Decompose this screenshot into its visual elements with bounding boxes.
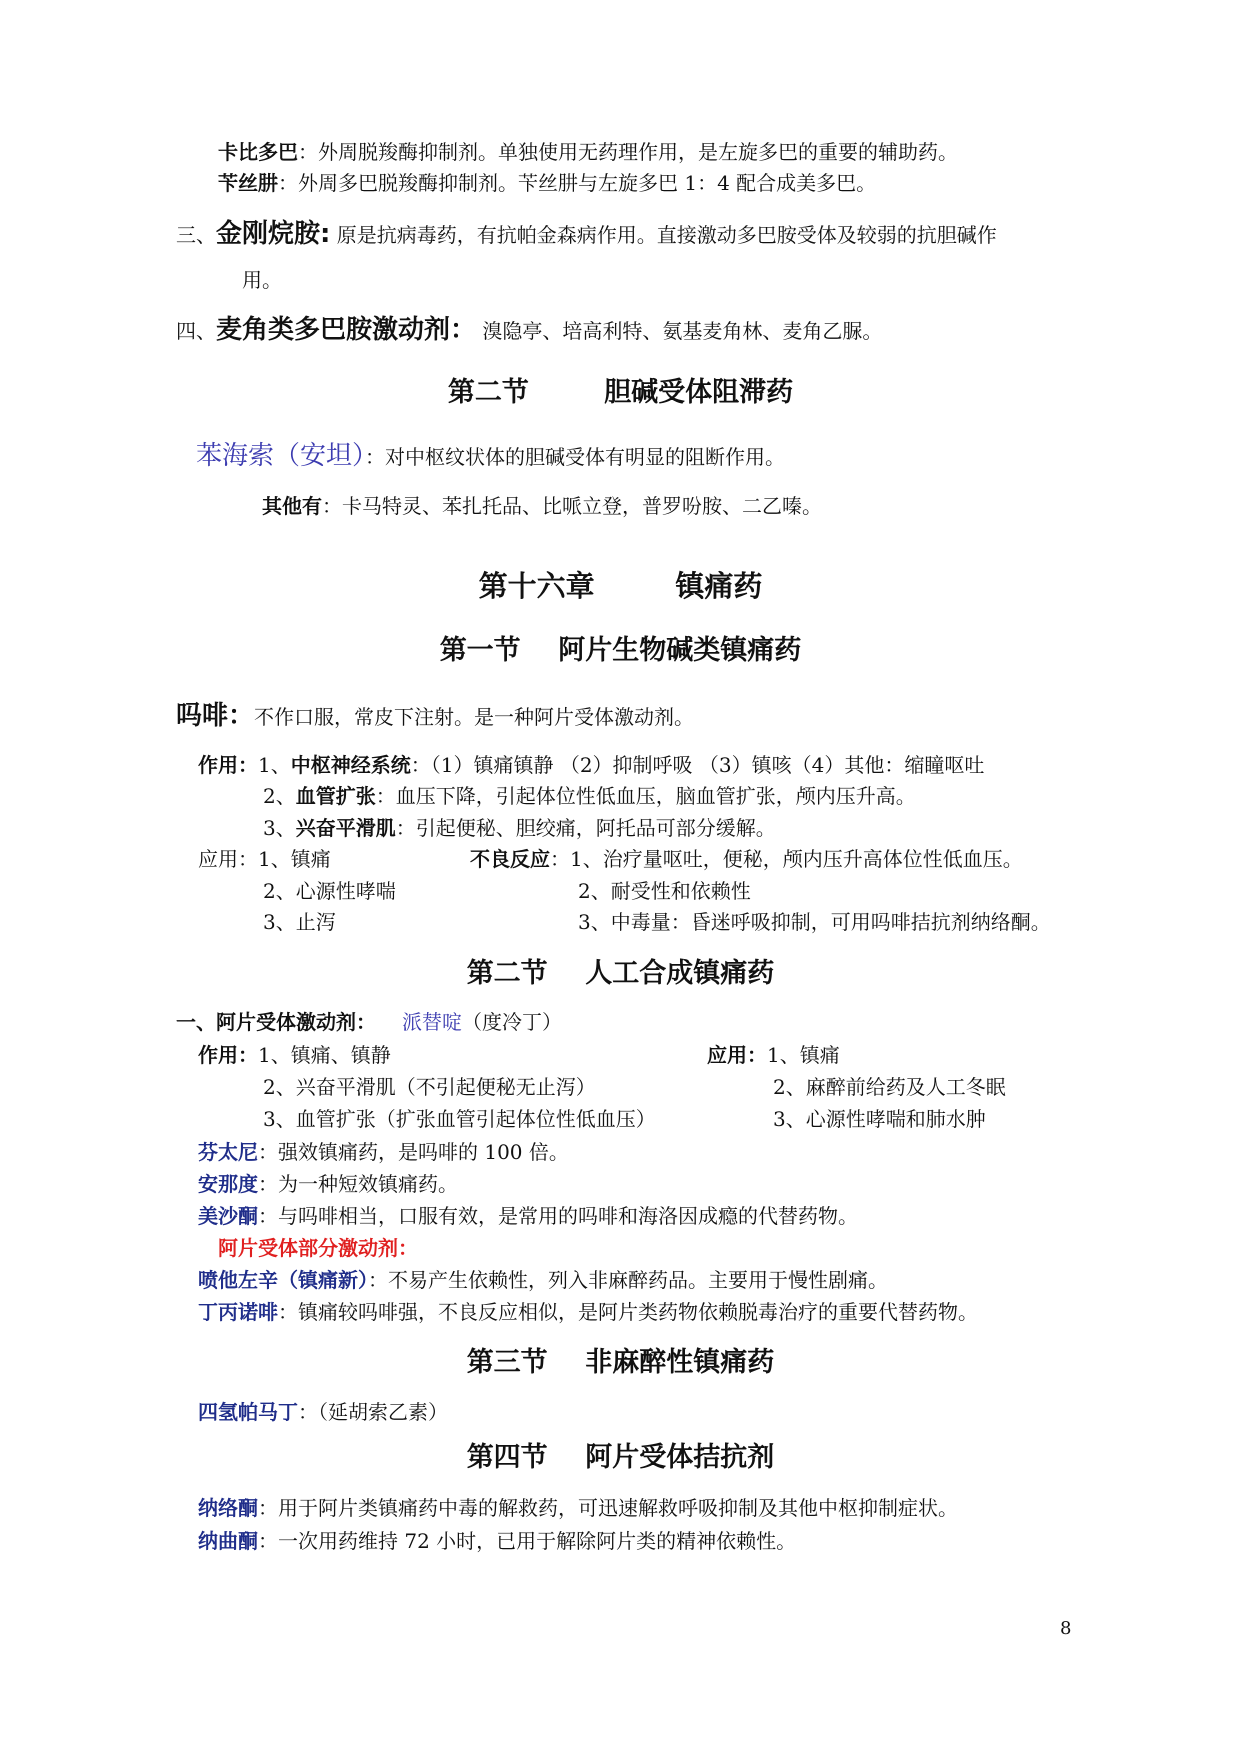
amantadine-text: 原是抗病毒药，有抗帕金森病作用。直接激动多巴胺受体及较弱的抗胆碱作 [330,223,997,247]
pethidine-action-label: 作用： [198,1043,258,1067]
morphine-use2: 2、心源性哮喘 [263,879,396,903]
buprenorphine-term: 丁丙诺啡 [198,1300,278,1324]
morphine-adverse1-line [470,845,1023,873]
pethidine-action2: 2、兴奋平滑肌（不引起便秘无止泻） [263,1075,596,1099]
naloxone-line [198,1494,958,1522]
pethidine-term: 派替啶 [402,1010,462,1034]
partial-agonist-line [218,1234,418,1262]
morphine-use3: 3、止泻 [263,910,336,934]
anadol-line [198,1170,458,1198]
carbidopa-term: 卡比多巴 [218,140,298,164]
pethidine-use2: 2、麻醉前给药及人工冬眠 [773,1075,1006,1099]
morphine-adverse2: 2、耐受性和依赖性 [578,879,751,903]
pethidine-action1-line [198,1041,391,1069]
pentazocine-text: ：不易产生依赖性，列入非麻醉药品。主要用于慢性剧痛。 [368,1268,888,1292]
pethidine-action1: 1、镇痛、镇静 [258,1043,391,1067]
morphine-action3-term: 兴奋平滑肌 [295,816,396,840]
thp-text: ：（延胡索乙素） [298,1400,448,1424]
morphine-action2-line [263,782,916,810]
anadol-text: ：为一种短效镇痛药。 [258,1172,458,1196]
ergot-line [176,316,882,345]
amantadine-line-cont [242,266,282,294]
naltrexone-text: ：一次用药维持 72 小时，已用于解除阿片类的精神依赖性。 [258,1529,797,1553]
morphine-term: 吗啡： [176,701,255,731]
ergot-prefix: 四、 [176,319,216,343]
benserazide-term: 苄丝肼 [218,171,278,195]
morphine-use1: 1、镇痛 [258,847,331,871]
thp-term: 四氢帕马丁 [198,1400,298,1424]
fentanyl-text: ：强效镇痛药，是吗啡的 100 倍。 [258,1140,569,1164]
fentanyl-term: 芬太尼 [198,1140,258,1164]
pentazocine-line [198,1266,888,1294]
ergot-term: 麦角类多巴胺激动剂： [216,315,477,345]
morphine-line [176,702,694,731]
pethidine-alias: （度冷丁） [462,1010,562,1034]
others-line [262,492,822,520]
morphine-action3-num: 3、 [263,816,296,840]
amantadine-prefix: 三、 [176,223,216,247]
buprenorphine-text: ：镇痛较吗啡强，不良反应相似，是阿片类药物依赖脱毒治疗的重要代替药物。 [278,1300,978,1324]
morphine-use-label: 应用： [198,847,258,871]
agonist-label: 一、阿片受体激动剂： [176,1010,376,1034]
pentazocine-term: 喷他左辛（镇痛新） [198,1268,368,1292]
morphine-action1-text: ：（1）镇痛镇静 （2）抑制呼吸 （3）镇咳（4）其他：缩瞳呕吐 [410,753,985,777]
others-term: 其他有 [262,494,322,518]
morphine-action1-num: 1、 [258,753,291,777]
pethidine-action3: 3、血管扩张（扩张血管引起体位性低血压） [263,1107,656,1131]
carbidopa-text: ：外周脱羧酶抑制剂。单独使用无药理作用，是左旋多巴的重要的辅助药。 [298,140,958,164]
morphine-adverse3: 3、中毒量：昏迷呼吸抑制，可用吗啡拮抗剂纳络酮。 [578,910,1051,934]
pethidine-use3: 3、心源性哮喘和肺水肿 [773,1107,986,1131]
benserazide-text: ：外周多巴脱羧酶抑制剂。苄丝肼与左旋多巴 1：4 配合成美多巴。 [278,171,877,195]
morphine-action2-text: ：血压下降，引起体位性低血压，脑血管扩张，颅内压升高。 [375,784,916,808]
morphine-action-label: 作用： [198,753,258,777]
partial-agonist-label: 阿片受体部分激动剂： [218,1236,418,1260]
amantadine-term: 金刚烷胺: [216,219,331,249]
morphine-action2-term: 血管扩张 [295,784,376,808]
morphine-action2-num: 2、 [263,784,296,808]
buprenorphine-line [198,1298,978,1326]
trihexyphenidyl-term: 苯海索（安坦） [196,441,366,471]
morphine-action1-line [198,751,984,779]
pethidine-use1-line [707,1041,840,1069]
trihexyphenidyl-text: ：对中枢纹状体的胆碱受体有明显的阻断作用。 [365,445,786,469]
fentanyl-line [198,1138,569,1166]
pethidine-use-label: 应用： [707,1043,767,1067]
naltrexone-term: 纳曲酮 [198,1529,258,1553]
naltrexone-line [198,1527,796,1555]
morphine-action1-term: 中枢神经系统 [290,753,411,777]
ch-section1-title: 第一节 阿片生物碱类镇痛药 [439,635,802,666]
thp-line [198,1398,448,1426]
morphine-use1-line [198,845,331,873]
ch-section4-title: 第四节 阿片受体拮抗剂 [466,1442,775,1473]
ch-section2-title: 第二节 人工合成镇痛药 [466,958,775,989]
methadone-text: ：与吗啡相当，口服有效，是常用的吗啡和海洛因成瘾的代替药物。 [258,1204,858,1228]
section2-title: 第二节 胆碱受体阻滞药 [447,377,794,408]
benserazide-line [218,169,876,197]
agonist-line [176,1008,562,1036]
naloxone-text: ：用于阿片类镇痛药中毒的解救药，可迅速解救呼吸抑制及其他中枢抑制症状。 [258,1496,958,1520]
morphine-adverse-label: 不良反应 [470,847,550,871]
ch-section3-title: 第三节 非麻醉性镇痛药 [466,1347,775,1378]
morphine-action3-line [263,814,776,842]
anadol-term: 安那度 [198,1172,258,1196]
naloxone-term: 纳络酮 [198,1496,258,1520]
others-text: ：卡马特灵、苯扎托品、比哌立登，普罗吩胺、二乙嗪。 [322,494,822,518]
morphine-adverse1: ：1、治疗量呕吐，便秘，颅内压升高体位性低血压。 [550,847,1023,871]
morphine-action3-text: ：引起便秘、胆绞痛，阿托品可部分缓解。 [395,816,776,840]
chapter-title: 第十六章 镇痛药 [478,569,763,603]
carbidopa-line [218,138,958,166]
methadone-term: 美沙酮 [198,1204,258,1228]
ergot-text: 溴隐亭、培高利特、氨基麦角林、麦角乙脲。 [476,319,883,343]
pethidine-use1: 1、镇痛 [767,1043,840,1067]
methadone-line [198,1202,858,1230]
amantadine-line [176,220,997,249]
trihexyphenidyl-line [196,442,785,471]
amantadine-text-cont: 用。 [242,268,282,292]
morphine-text: 不作口服，常皮下注射。是一种阿片受体激动剂。 [254,705,695,729]
page-number: 8 [1060,1618,1072,1639]
